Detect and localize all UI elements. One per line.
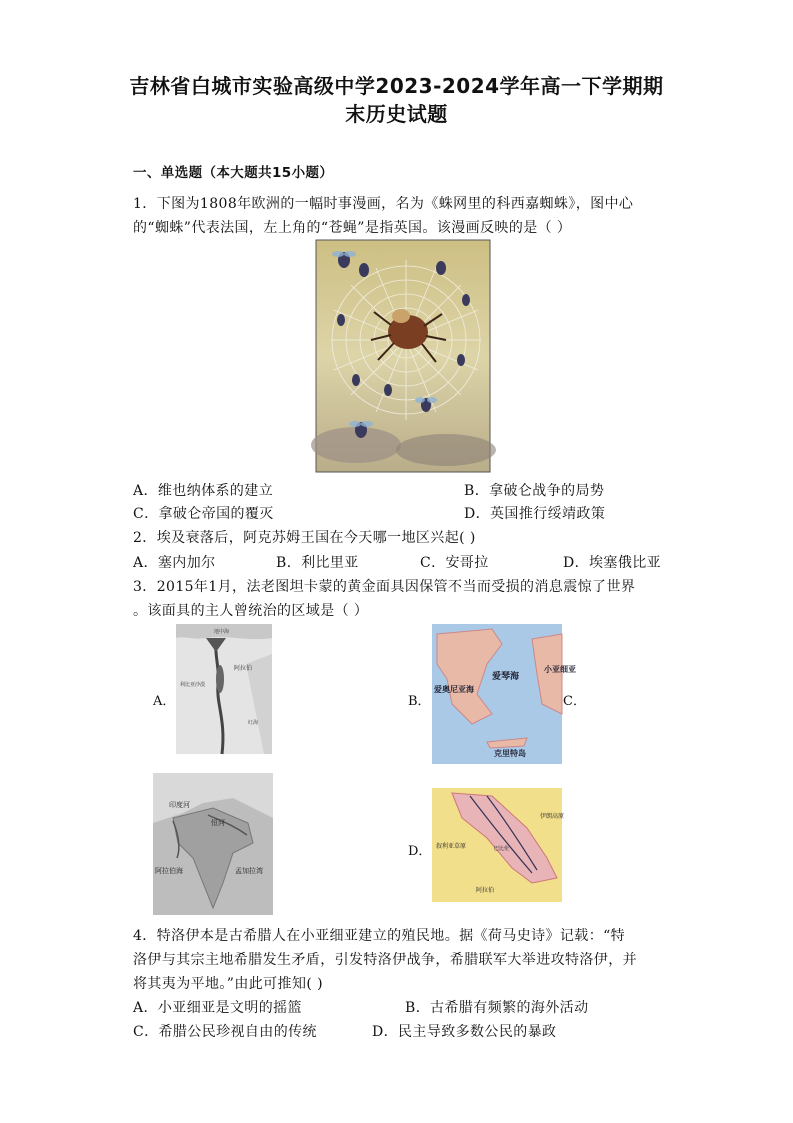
map-c-label-ganges: 恒河 [211, 819, 225, 827]
map-a-label-west: 利比亚沙漠 [180, 682, 206, 688]
map-d-label-babylon: 巴比伦 [494, 846, 510, 852]
q1-option-a[interactable]: A．维也纳体系的建立 [133, 483, 274, 499]
spider-cartoon-image [316, 240, 490, 472]
exam-title-line-2: 末历史试题 [345, 102, 448, 126]
map-b-label-ionian: 爱奥尼亚海 [434, 685, 474, 694]
map-c-label-bengal: 孟加拉湾 [235, 867, 263, 875]
map-c-label-arabian: 阿拉伯海 [155, 867, 183, 875]
q4-stem-line-2: 洛伊与其宗主地希腊发生矛盾，引发特洛伊战争，希腊联军大举进攻特洛伊，并 [133, 952, 637, 968]
q4-stem-line-3: 将其夷为平地。”由此可推知( ) [133, 976, 323, 992]
exam-title-line-1: 吉林省白城市实验高级中学2023-2024学年高一下学期期 [129, 74, 664, 98]
q1-option-d[interactable]: D．英国推行绥靖政策 [464, 506, 606, 522]
map-d-label-iran: 伊朗高原 [540, 813, 565, 820]
q3-option-b-label[interactable]: B． [408, 694, 431, 709]
map-b-label-aegean: 爱琴海 [492, 672, 520, 682]
q4-option-d[interactable]: D．民主导致多数公民的暴政 [372, 1024, 557, 1040]
map-d-label-arabia: 阿拉伯 [476, 887, 495, 894]
q4-option-c[interactable]: C．希腊公民珍视自由的传统 [133, 1024, 317, 1040]
q1-option-c[interactable]: C．拿破仑帝国的覆灭 [133, 506, 274, 522]
q3-map-egypt[interactable] [176, 624, 272, 754]
q3-map-greece[interactable] [432, 624, 576, 764]
map-c-label-indus: 印度河 [169, 801, 190, 809]
q4-option-b[interactable]: B．古希腊有频繁的海外活动 [405, 1000, 589, 1016]
q1-stem-line-2: 的“蜘蛛”代表法国，左上角的“苍蝇”是指英国。该漫画反映的是（ ） [133, 220, 572, 236]
q2-option-b[interactable]: B．利比里亚 [276, 555, 359, 571]
q2-option-c[interactable]: C．安哥拉 [420, 555, 489, 571]
q3-map-india[interactable] [153, 773, 273, 915]
map-a-label-sea: 红海 [248, 720, 259, 726]
q3-stem-line-2: 。该面具的主人曾统治的区域是（ ） [133, 603, 369, 619]
q2-stem: 2．埃及衰落后，阿克苏姆王国在今天哪一地区兴起( ) [133, 530, 476, 546]
q1-option-b[interactable]: B．拿破仑战争的局势 [464, 483, 605, 499]
map-a-label-top: 地中海 [214, 629, 230, 635]
q3-stem-line-1: 3．2015年1月，法老图坦卡蒙的黄金面具因保管不当而受损的消息震惊了世界 [133, 579, 636, 595]
q2-option-d[interactable]: D．埃塞俄比亚 [563, 555, 662, 571]
q3-option-c-label[interactable]: C． [563, 694, 586, 709]
q3-map-mesopotamia[interactable] [432, 788, 565, 902]
map-d-label-syria: 叙利亚草原 [436, 843, 467, 850]
q4-option-a[interactable]: A．小亚细亚是文明的摇篮 [133, 1000, 302, 1016]
map-b-label-crete: 克里特岛 [494, 749, 526, 758]
map-a-label-east: 阿拉伯 [234, 665, 253, 672]
q2-option-a[interactable]: A．塞内加尔 [133, 555, 216, 571]
map-b-label-asia-minor: 小亚细亚 [544, 665, 576, 674]
q1-stem-line-1: 1．下图为1808年欧洲的一幅时事漫画，名为《蛛网里的科西嘉蜘蛛》，图中心 [133, 196, 634, 212]
q3-option-a-label[interactable]: A． [153, 694, 176, 709]
q3-option-d-label[interactable]: D． [408, 844, 432, 859]
section-heading: 一、单选题（本大题共15小题） [133, 165, 334, 181]
q4-stem-line-1: 4．特洛伊本是古希腊人在小亚细亚建立的殖民地。据《荷马史诗》记载：“特 [133, 928, 626, 944]
